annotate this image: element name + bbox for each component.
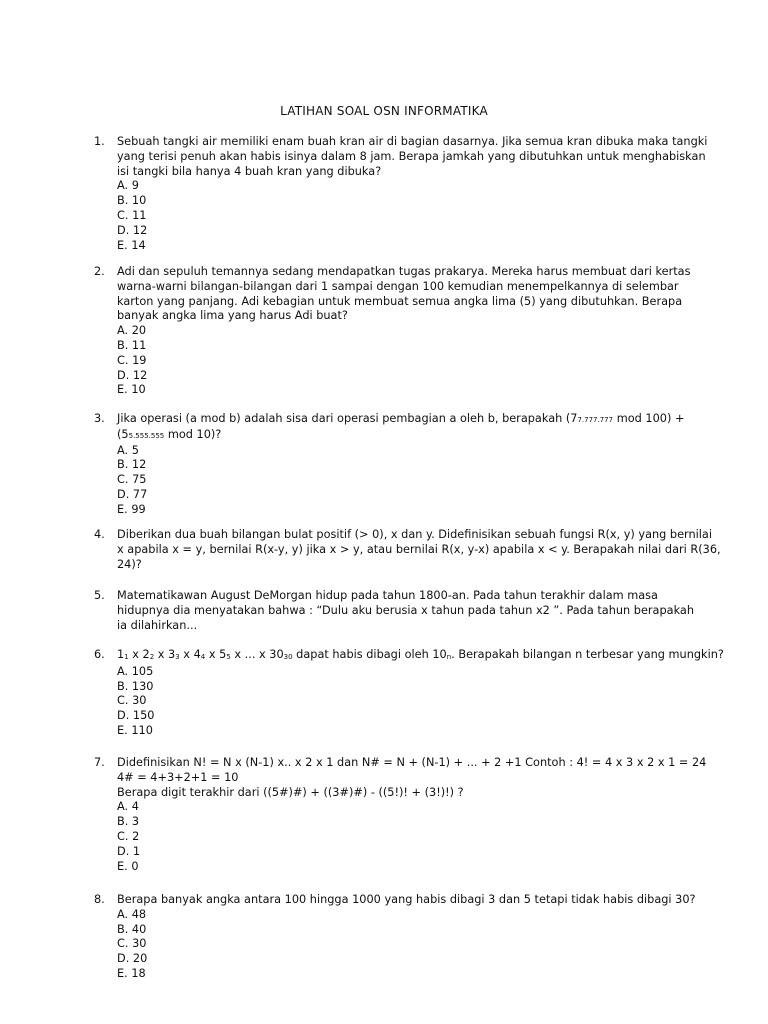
answer-option: B. 11 xyxy=(117,338,147,352)
question-text-line: x apabila x = y, bernilai R(x-y, y) jika x > y, atau bernilai R(x, y-x) apabila x < y. Berapakah nilai dari R(36, xyxy=(117,542,721,556)
question-text-line: Adi dan sepuluh temannya sedang mendapatkan tugas prakarya. Mereka harus membuat dari kertas xyxy=(117,265,691,278)
question-number: 5. xyxy=(94,589,105,602)
answer-option: E. 99 xyxy=(117,502,146,516)
question-text-line: 4# = 4+3+2+1 = 10 xyxy=(117,770,239,784)
answer-option: A. 105 xyxy=(117,664,154,678)
question-text-line: yang terisi penuh akan habis isinya dalam 8 jam. Berapa jamkah yang dibutuhkan untuk menghabiskan xyxy=(117,149,706,163)
question-number: 1. xyxy=(94,135,105,148)
question-number: 2. xyxy=(94,265,105,278)
answer-option: A. 20 xyxy=(117,324,147,338)
question-number: 8. xyxy=(94,893,105,906)
question-text-line: banyak angka lima yang harus Adi buat? xyxy=(117,309,348,323)
question-text-line: Berapa banyak angka antara 100 hingga 1000 yang habis dibagi 3 dan 5 tetapi tidak habis dibagi 30? xyxy=(117,893,696,906)
answer-option: B. 130 xyxy=(117,679,154,693)
question-text-line: isi tangki bila hanya 4 buah kran yang dibuka? xyxy=(117,164,382,178)
question-text-line: Berapa digit terakhir dari ((5#)#) + ((3#)#) - ((5!)! + (3!)!) ? xyxy=(117,785,464,799)
question-text-line: 11 x 22 x 33 x 44 x 55 x ... x 3030 dapat habis dibagi oleh 10n. Berapakah bilangan n terbesar yang mungkin? xyxy=(117,648,724,661)
answer-option: E. 14 xyxy=(117,238,146,252)
answer-option: C. 19 xyxy=(117,353,147,367)
question-text-line: Jika operasi (a mod b) adalah sisa dari operasi pembagian a oleh b, berapakah (77.777.777 mod 100) + xyxy=(117,412,685,425)
question-text-line: Matematikawan August DeMorgan hidup pada tahun 1800-an. Pada tahun terakhir dalam masa xyxy=(117,589,658,602)
answer-option: B. 3 xyxy=(117,815,140,829)
answer-option: B. 40 xyxy=(117,922,147,936)
answer-option: A. 5 xyxy=(117,443,139,457)
answer-option: E. 0 xyxy=(117,859,139,873)
question-text-line: (55.555.555 mod 10)? xyxy=(117,427,222,441)
answer-option: E. 18 xyxy=(117,966,146,980)
answer-option: B. 10 xyxy=(117,194,147,208)
question-number: 3. xyxy=(94,412,105,425)
answer-option: E. 10 xyxy=(117,383,146,397)
answer-option: B. 12 xyxy=(117,458,147,472)
answer-option: D. 20 xyxy=(117,952,148,966)
question-text-line: warna-warni bilangan-bilangan dari 1 sampai dengan 100 kemudian menempelkannya di selembar xyxy=(117,279,679,293)
answer-option: D. 12 xyxy=(117,368,148,382)
answer-option: C. 2 xyxy=(117,829,140,843)
question-text-line: karton yang panjang. Adi kebagian untuk membuat semua angka lima (5) yang dibutuhkan. Berapa xyxy=(117,294,683,308)
answer-option: A. 4 xyxy=(117,800,139,814)
answer-option: C. 30 xyxy=(117,694,147,708)
answer-option: D. 1 xyxy=(117,844,141,858)
answer-option: C. 30 xyxy=(117,937,147,951)
answer-option: C. 11 xyxy=(117,208,147,222)
answer-option: C. 75 xyxy=(117,473,147,487)
exponent: 5.555.555 xyxy=(128,431,165,440)
question-text-line: 24)? xyxy=(117,557,142,571)
question-text-line: hidupnya dia menyatakan bahwa : “Dulu aku berusia x tahun pada tahun x2 ”. Pada tahun berapakah xyxy=(117,603,695,617)
question-text-line: Sebuah tangki air memiliki enam buah kran air di bagian dasarnya. Jika semua kran dibuka maka tangki xyxy=(117,135,708,148)
page-title: LATIHAN SOAL OSN INFORMATIKA xyxy=(280,104,488,118)
question-text-line: Didefinisikan N! = N x (N-1) x.. x 2 x 1 dan N# = N + (N-1) + ... + 2 +1 Contoh : 4! = 4 x 3 x 2 x 1 = 24 xyxy=(117,756,707,769)
question-number: 4. xyxy=(94,528,105,541)
question-text-line: Diberikan dua buah bilangan bulat positif (> 0), x dan y. Didefinisikan sebuah fungsi R(x, y) yang bernilai xyxy=(117,528,712,541)
question-number: 6. xyxy=(94,648,105,661)
exponent: 7.777.777 xyxy=(577,416,614,424)
answer-option: A. 48 xyxy=(117,907,147,921)
answer-option: D. 150 xyxy=(117,709,155,723)
question-number: 7. xyxy=(94,756,105,769)
answer-option: E. 110 xyxy=(117,723,153,737)
answer-option: D. 12 xyxy=(117,223,148,237)
answer-option: A. 9 xyxy=(117,179,139,193)
question-text-line: ia dilahirkan... xyxy=(117,618,198,632)
answer-option: D. 77 xyxy=(117,487,148,501)
